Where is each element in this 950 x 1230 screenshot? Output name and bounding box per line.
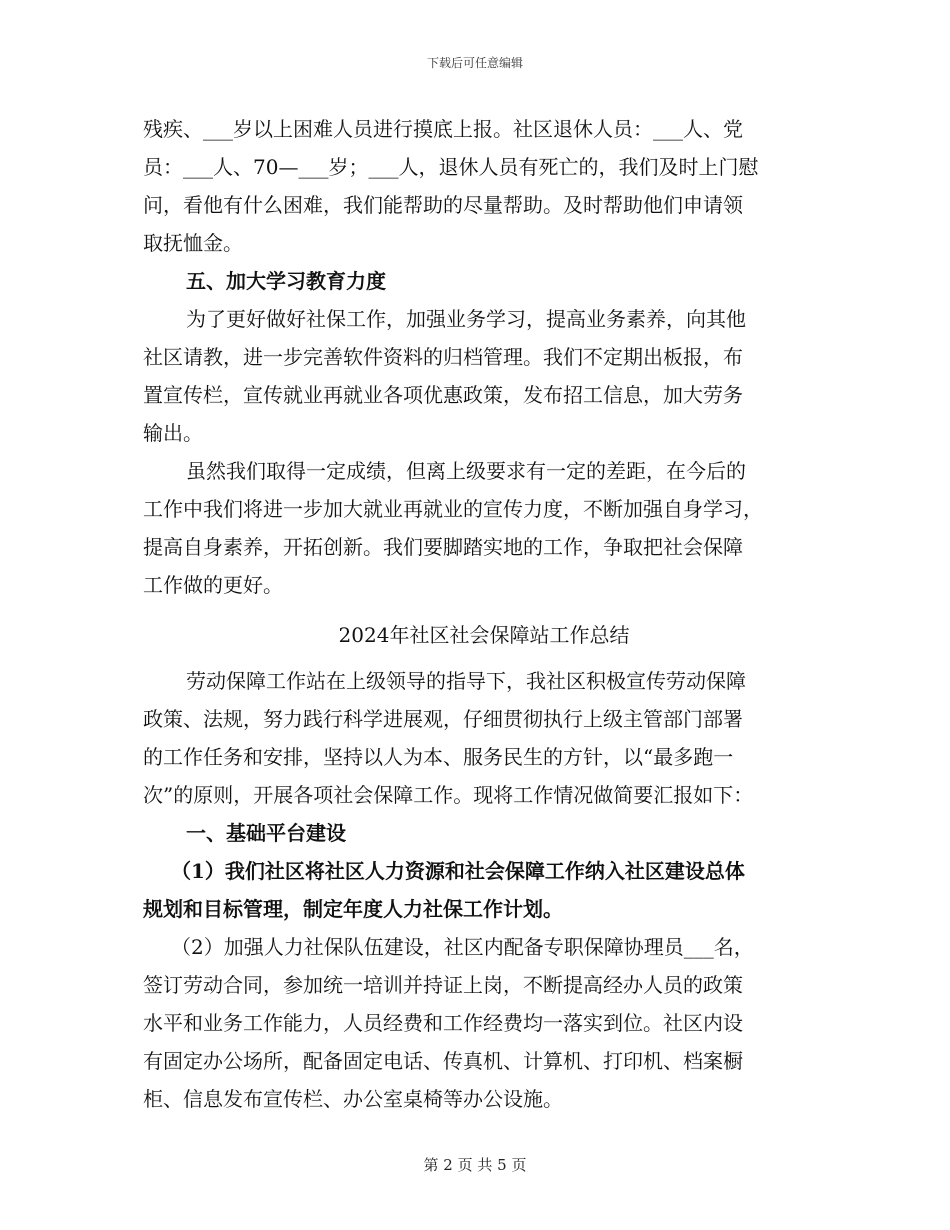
- text-line: 的工作任务和安排，坚持以人为本、服务民生的方针，以“最多跑一: [143, 745, 734, 769]
- text-line: 签订劳动合同，参加统一培训并持证上岗，不断提高经办人员的政策: [143, 973, 743, 997]
- text-line: 劳动保障工作站在上级领导的指导下，我社区积极宣传劳动保障: [186, 669, 746, 693]
- item-one: [143, 852, 825, 928]
- text-line: 社区请教，进一步完善软件资料的归档管理。我们不定期出板报，布: [143, 345, 743, 369]
- text-line: 提高自身素养，开拓创新。我们要脚踏实地的工作，争取把社会保障: [143, 535, 743, 559]
- document-body: [143, 110, 825, 1118]
- page-indicator: 第 2 页 共 5 页: [423, 1156, 527, 1174]
- text-line: 有固定办公场所，配备固定电话、传真机、计算机、打印机、档案橱: [143, 1049, 743, 1073]
- text-line: 次”的原则，开展各项社会保障工作。现将工作情况做简要汇报如下：: [143, 783, 754, 807]
- paragraph-survey: [143, 110, 825, 262]
- heading-one: 一、基础平台建设: [186, 821, 346, 845]
- text-line: 水平和业务工作能力，人员经费和工作经费均一落实到位。社区内设: [143, 1011, 743, 1035]
- text-line: 取抚恤金。: [143, 231, 243, 255]
- text-line: （2）加强人力社保队伍建设，社区内配备专职保障协理员___名，: [171, 935, 754, 959]
- text-line: 工作做的更好。: [143, 573, 283, 597]
- text-line: 置宣传栏，宣传就业再就业各项优惠政策，发布招工信息，加大劳务: [143, 383, 743, 407]
- text-line: 规划和目标管理，制定年度人力社保工作计划。: [143, 897, 563, 921]
- paragraph-study: [143, 300, 825, 452]
- document-title: 2024年社区社会保障站工作总结: [338, 623, 630, 647]
- paragraph-summary: [143, 452, 825, 604]
- text-line: （1）我们社区将社区人力资源和社会保障工作纳入社区建设总体: [171, 859, 745, 883]
- text-line: 工作中我们将进一步加大就业再就业的宣传力度，不断加强自身学习，: [143, 497, 763, 521]
- heading-five: 五、加大学习教育力度: [186, 269, 386, 293]
- text-line: 残疾、___岁以上困难人员进行摸底上报。社区退休人员：___人、党: [143, 117, 743, 141]
- header-note: 下载后可任意编辑: [426, 56, 523, 70]
- text-line: 员：___人、70—___岁；___人，退休人员有死亡的，我们及时上门慰: [143, 155, 759, 179]
- text-line: 为了更好做好社保工作，加强业务学习，提高业务素养，向其他: [186, 307, 746, 331]
- text-line: 问，看他有什么困难，我们能帮助的尽量帮助。及时帮助他们申请领: [143, 193, 743, 217]
- text-line: 输出。: [143, 421, 203, 445]
- item-two: [143, 928, 825, 1118]
- text-line: 政策、法规，努力践行科学进展观，仔细贯彻执行上级主管部门部署: [143, 707, 743, 731]
- text-line: 柜、信息发布宣传栏、办公室桌椅等办公设施。: [143, 1087, 563, 1111]
- text-line: 虽然我们取得一定成绩，但离上级要求有一定的差距，在今后的: [186, 459, 746, 483]
- paragraph-intro: [143, 662, 825, 814]
